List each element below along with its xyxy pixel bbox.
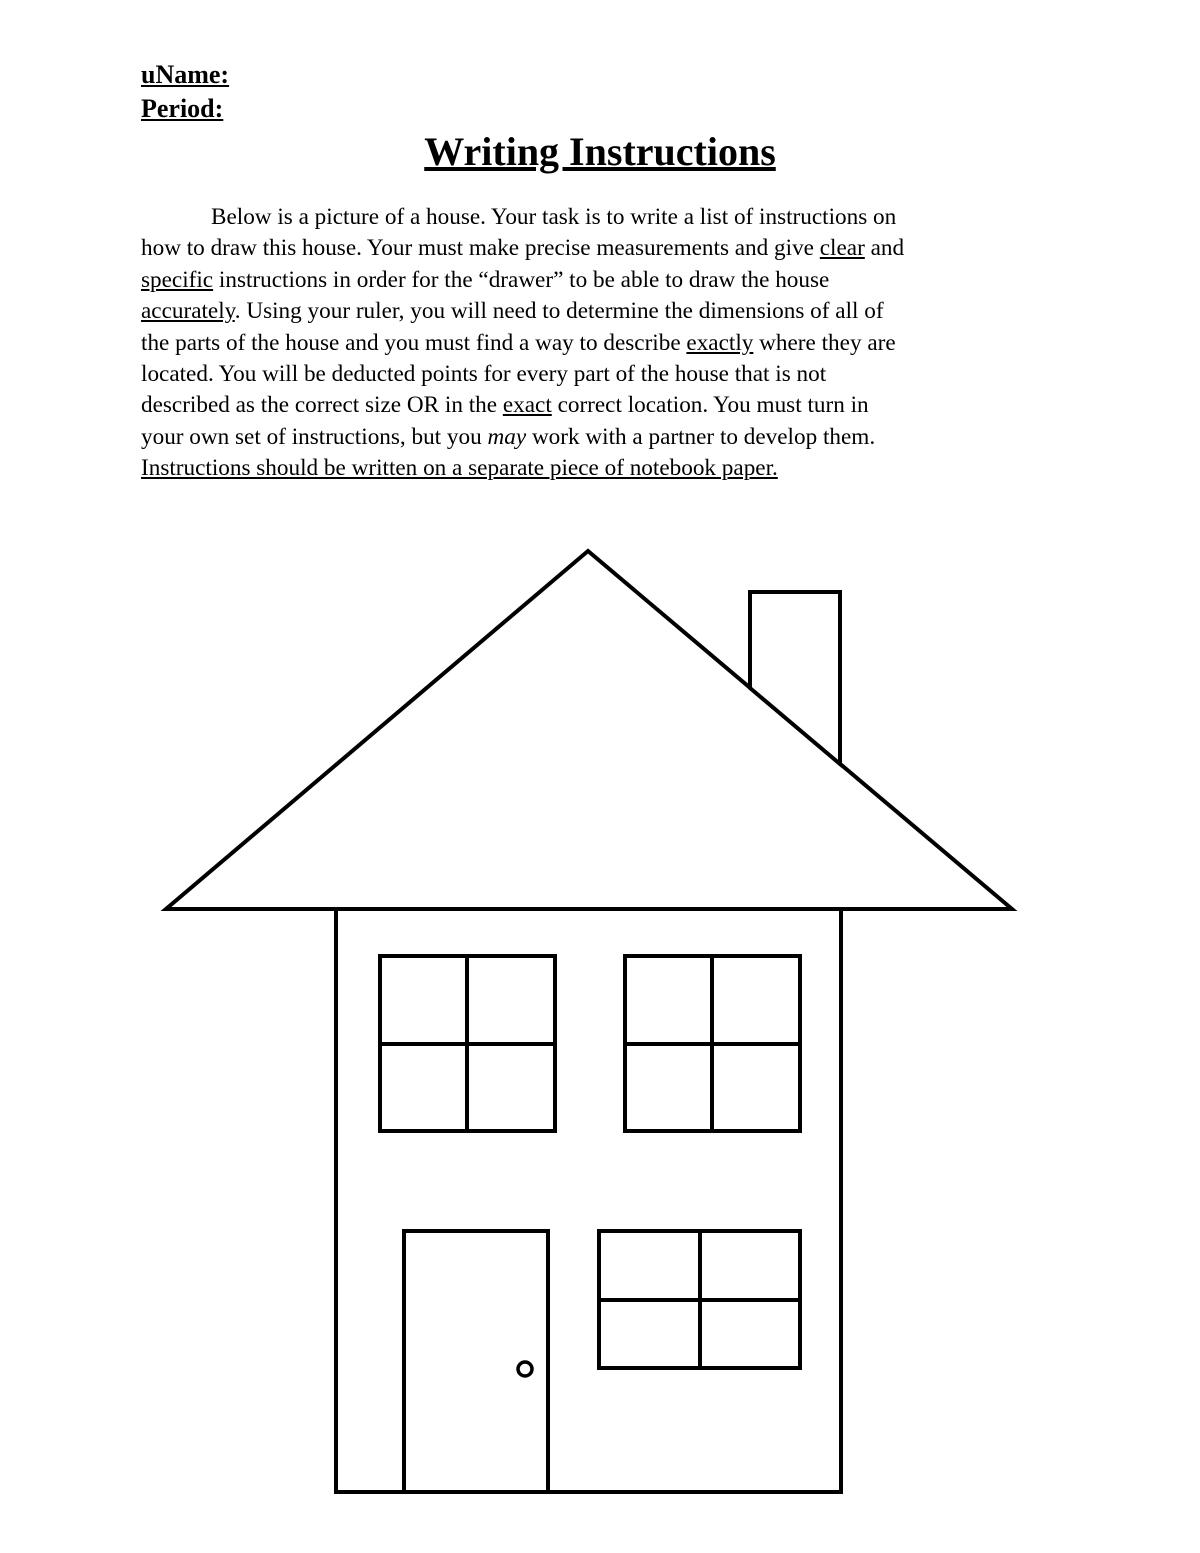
emphasis-accurately: accurately (141, 298, 235, 325)
house-roof (166, 551, 1012, 909)
instructions-line-3: specific instructions in order for the “drawer” to be able to draw the house (141, 266, 830, 293)
instructions-line-2: how to draw this house. Your must make precise measurements and give clear and (141, 235, 905, 262)
instructions-line-5: the parts of the house and you must find a way to describe exactly where they are (141, 329, 896, 356)
window-upper-right (625, 956, 800, 1131)
instructions-line-1: Below is a picture of a house. Your task is to write a list of instructions on (211, 204, 897, 230)
emphasis-specific: specific (141, 266, 214, 293)
name-label: uName: (141, 60, 230, 89)
instructions-line-4: accurately. Using your ruler, you will need to determine the dimensions of all of (141, 298, 884, 325)
period-label: Period: (141, 94, 224, 123)
door-knob (518, 1362, 532, 1376)
instructions-line-7: described as the correct size OR in the exact correct location. You must turn in (141, 392, 869, 419)
page-title: Writing Instructions (424, 129, 776, 174)
emphasis-clear: clear (819, 235, 865, 262)
window-lower-right (599, 1231, 800, 1368)
instructions-line-9: Instructions should be written on a separate piece of notebook paper. (141, 455, 778, 482)
window-upper-left (380, 956, 555, 1131)
emphasis-may: may (487, 423, 527, 450)
emphasis-exactly: exactly (686, 329, 754, 356)
instructions-line-8: your own set of instructions, but you may work with a partner to develop them. (141, 423, 876, 450)
emphasis-exact: exact (502, 392, 552, 419)
instructions-line-6: located. You will be deducted points for every part of the house that is not (141, 361, 827, 388)
